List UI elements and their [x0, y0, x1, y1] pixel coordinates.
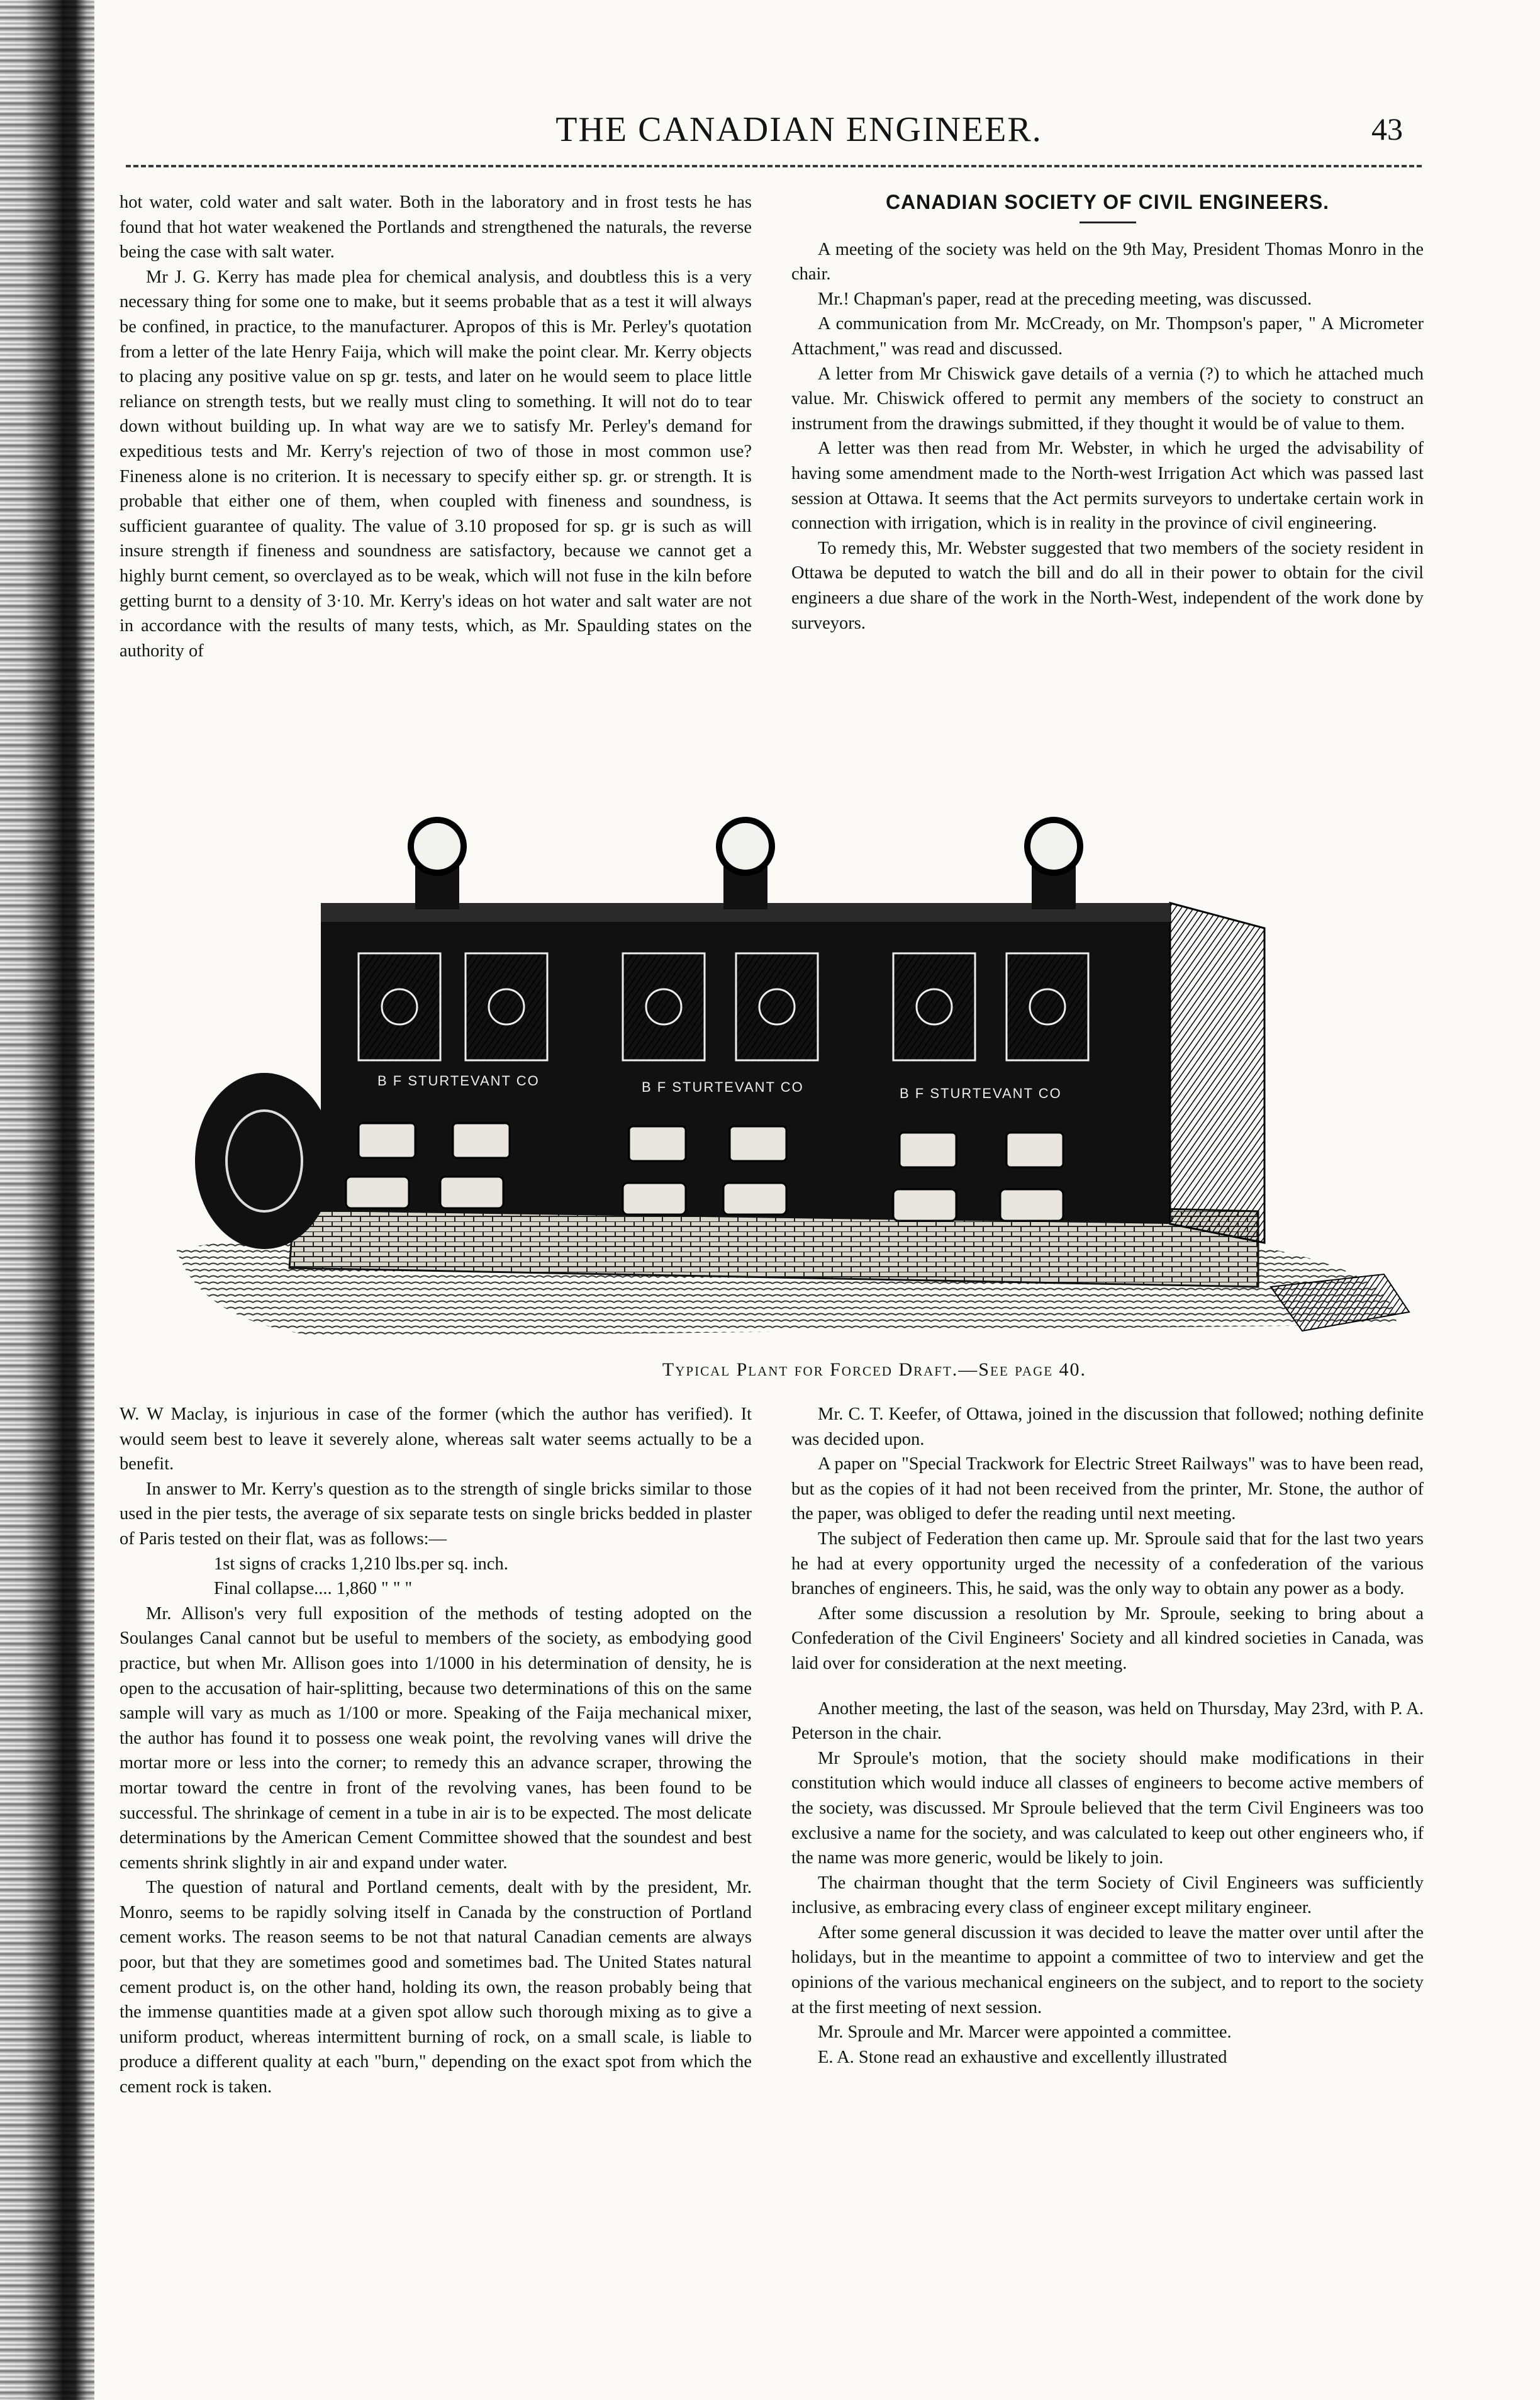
paragraph: Another meeting, the last of the season, was held on Thursday, May 23rd, with P. A. Peterson in the chair.: [791, 1698, 1424, 1744]
paragraph: Mr. Sproule and Mr. Marcer were appointed a committee.: [818, 2022, 1232, 2043]
paragraph: The subject of Federation then came up. Mr. Sproule said that for the last two years he had at every opportunity urged the necessity of a confederation of the various branches of engineers. This, he said, was the only way to obtain any power as a body.: [791, 1528, 1424, 1599]
paragraph: E. A. Stone read an exhaustive and excellently illustrated: [818, 2047, 1227, 2067]
paragraph: Mr. Allison's very full exposition of the methods of testing adopted on the Soulanges Canal cannot but be useful to members of the society, as embodying good practice, but when Mr. Allison goes into 1/1000 in his determination of density, he is open to the accusation of hair-splitting, because two determinations of this on the same sample will vary as much as 1/100 or more. Speaking of the Faija mechanical mixer, the author has found it to possess one weak point, the revolving vanes will drive the mortar more or less into the corner; to remedy this an advance scraper, throwing the mortar toward the centre in front of the revolving vanes, has been found to be successful. The shrinkage of cement in a tube in air is to be expected. The most delicate determinations by the American Cement Committee showed that the soundest and best cements shrink slightly in air and expand under water.: [120, 1603, 752, 1873]
paragraph: After some discussion a resolution by Mr. Sproule, seeking to bring about a Confederation of the Civil Engineers' Society and all kindred societies in Canada, was laid over for consideration at the next meeting.: [791, 1603, 1424, 1673]
paragraph: To remedy this, Mr. Webster suggested that two members of the society resident in Ottawa be deputed to watch the bill and do all in their power to obtain for the civil engineers a due share of the work in the North-West, independent of the work done by surveyors.: [791, 538, 1424, 633]
crack-result-row: [120, 1552, 752, 1577]
nameplate-text: B F STURTEVANT CO: [377, 1073, 540, 1089]
paragraph: The question of natural and Portland cements, dealt with by the president, Mr. Monro, seems to be rapidly solving itself in Canada by the construction of Portland cement works. The reason seems to be not that natural Canadian cements are always poor, but that they are sometimes good and sometimes bad. The United States natural cement product is, on the other hand, holding its own, the reason probably being that the immense quantities made at a given spot allow such thorough mixing as to give a uniform product, whereas intermittent burning of rock, on a small scale, is liable to produce a different quality at each "burn," depending on the exact spot from which the cement rock is taken.: [120, 1878, 752, 2097]
heading-divider: [1080, 221, 1136, 223]
crack-result-label: Final collapse....: [214, 1579, 332, 1599]
paragraph: A letter was then read from Mr. Webster, in which he urged the advisability of having some amendment made to the North-west Irrigation Act which was passed last session at Ottawa. It seems that the Act permits surveyors to undertake certain work in connection with irrigation, which is in reality in the province of civil engineering.: [791, 439, 1424, 534]
nameplate-text: B F STURTEVANT CO: [642, 1079, 804, 1095]
page-number: 43: [1371, 111, 1403, 147]
header-rule: [126, 165, 1422, 167]
crack-result-row: [120, 1576, 752, 1601]
blower-fan: [195, 1073, 333, 1249]
boiler-housing-side: [1170, 903, 1264, 1243]
figure-caption: Typical Plant for Forced Draft.—See page 40.: [662, 1359, 1087, 1380]
crack-result-value: 1,210 lbs.per sq. inch.: [350, 1554, 508, 1574]
bottom-left-column: [120, 1402, 752, 2100]
section-heading: CANADIAN SOCIETY OF CIVIL ENGINEERS.: [885, 191, 1330, 213]
paragraph: A meeting of the society was held on the 9th May, President Thomas Monro in the chair.: [791, 239, 1424, 284]
paragraph: hot water, cold water and salt water. Both in the laboratory and in frost tests he has found that hot water weakened the Portlands and strengthened the naturals, the reverse being the case with salt water.: [120, 193, 752, 262]
paragraph: A paper on "Special Trackwork for Electric Street Railways" was to have been read, but as the copies of it had not been received from the printer, Mr. Stone, the author of the paper, was obliged to defer the reading until next meeting.: [791, 1454, 1424, 1524]
crack-result-label: 1st signs of cracks: [214, 1554, 346, 1574]
paragraph: A communication from Mr. McCready, on Mr. Thompson's paper, " A Micrometer Attachment," was read and discussed.: [791, 314, 1424, 359]
paragraph: Mr J. G. Kerry has made plea for chemical analysis, and doubtless this is a very necessary thing for some one to make, but it seems probable that as a test it will always be confined, in practice, to the manufacturer. Apropos of this is Mr. Perley's quotation from a letter of the late Henry Faija, which will make the point clear. Mr. Kerry objects to placing any positive value on sp gr. tests, and later on he would seem to place little reliance on strength tests, but we really must cling to something. It will not do to tear down without building up. In what way are we to satisfy Mr. Perley's demand for expeditious tests and Mr. Kerry's rejection of two of those in most common use? Fineness alone is no criterion. It is necessary to specify either sp. gr. or strength. It is probable that either one of them, when coupled with fineness and soundness, is sufficient guarantee of quality. The value of 3.10 proposed for sp. gr is such as will insure strength if fineness and soundness are satisfactory, because we cannot get a highly burnt cement, so overclayed as to be weak, which will not fuse in the kiln before getting burnt to a density of 3·10. Mr. Kerry's ideas on hot water and salt water are not in accordance with the results of many tests, which, as Mr. Spaulding states on the authority of: [120, 267, 752, 661]
paragraph: After some general discussion it was decided to leave the matter over until after the holidays, but in the meantime to appoint a committee of two to interview and get the opinions of the various mechanical engineers on the subject, and to report to the society at the first meeting of next session.: [791, 1922, 1424, 2017]
forced-draft-plant-engraving: [138, 809, 1422, 1362]
paragraph: In answer to Mr. Kerry's question as to the strength of single bricks similar to those used in the pier tests, the average of six separate tests on single bricks bedded in plaster of Paris tested on their flat, was as follows:—: [120, 1479, 752, 1549]
paragraph: W. W Maclay, is injurious in case of the former (which the author has verified). It would seem best to leave it severely alone, whereas salt water seems actually to be a benefit.: [120, 1405, 752, 1474]
journal-title: THE CANADIAN ENGINEER.: [555, 110, 1042, 149]
top-left-column: [120, 190, 752, 663]
book-spine-edge: [0, 0, 94, 2400]
paragraph: A letter from Mr Chiswick gave details of a vernia (?) to which he attached much value. Mr. Chiswick offered to permit any members of the society to construct an instrument from the drawings submitted, if they thought it would be of value to them.: [791, 364, 1424, 434]
paragraph: Mr. C. T. Keefer, of Ottawa, joined in the discussion that followed; nothing definite was decided upon.: [791, 1405, 1424, 1449]
nameplate-text: B F STURTEVANT CO: [900, 1085, 1062, 1101]
top-right-column: [791, 190, 1424, 636]
paragraph: Mr Sproule's motion, that the society should make modifications in their constitution which would induce all classes of engineers to become active members of the society, was discussed. Mr Sproule believed that the term Civil Engineers was too exclusive a name for the society, and was calculated to keep out other engineers who, if the name was more generic, would be likely to join.: [791, 1748, 1424, 1868]
paragraph: Mr.! Chapman's paper, read at the preceding meeting, was discussed.: [818, 289, 1312, 309]
crack-result-value: 1,860 " " ": [336, 1579, 413, 1599]
paragraph: The chairman thought that the term Society of Civil Engineers was sufficiently inclusive, as embracing every class of engineer except military engineer.: [791, 1873, 1424, 1918]
bottom-right-column: [791, 1402, 1424, 2070]
